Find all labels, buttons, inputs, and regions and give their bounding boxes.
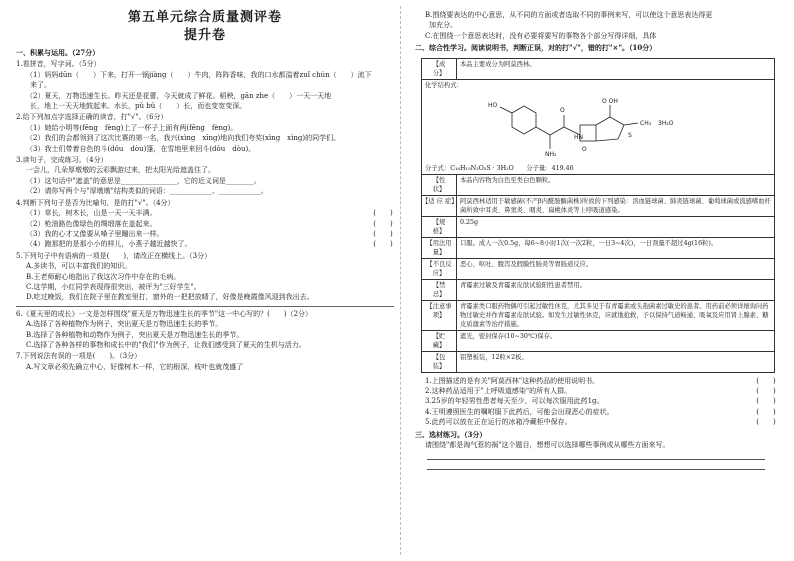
question-line: 长，地上一天天地鼓起来。水长，pǔ bǔ（ ）长，而也变宽变深。: [30, 102, 247, 111]
judge-text: （1）草长，树木长，山是一天一天丰满。: [26, 209, 157, 218]
option: C.这学期，小红同学表现得很突出，被评为"三好学生"。: [26, 282, 201, 291]
leaflet-key: 【适 应 症】: [422, 196, 457, 216]
option: D.吃过晚饭，我们在院子里在教室里打，窗外的一把把放晴了，好像是晚霞像风迎到我出去。: [26, 293, 314, 302]
judge-item: [415, 376, 777, 386]
right-column: [415, 10, 777, 470]
leaflet-row: [422, 280, 774, 301]
leaflet-row: [422, 59, 774, 80]
chemical-structure: [422, 91, 774, 163]
svg-text:S: S: [628, 131, 632, 139]
judge-item: [415, 417, 777, 427]
option: A.多读书，可以丰富我们的知识。: [26, 262, 132, 271]
answer-parentheses[interactable]: ( ): [756, 387, 776, 396]
question-7: [16, 351, 394, 372]
judge-text: 5.此药可以放在正在运行的冰箱冷藏柜中保存。: [425, 418, 572, 427]
column-divider: [400, 6, 401, 555]
leaflet-value: 本品主要成分为阿莫西林。: [460, 60, 536, 68]
question-stem: 3.读句子，完成练习。（4分）: [16, 156, 108, 165]
leaflet-value: 0.25g: [460, 218, 479, 226]
question-line: （1）她给小明等(fēng fèng)上了一杯子上面有两(fēng fèng)。: [26, 123, 238, 132]
question-line: （2）请你写两个与"厚墩墩"结构类似的词语：____________、____________。: [26, 187, 268, 196]
svg-text:HO: HO: [488, 101, 498, 109]
judge-item: [16, 208, 394, 218]
svg-text:O: O: [582, 145, 587, 153]
formula-caption: 化学结构式：: [425, 81, 463, 89]
leaflet-row: [422, 238, 774, 259]
question-stem: 5.下列句子中有语病的一项是( )，请改正在横线上。（3分）: [16, 251, 212, 260]
svg-text:CH₃: CH₃: [640, 119, 652, 127]
leaflet-key: 【包 装】: [422, 352, 457, 372]
question-stem: 1.看拼音，写字词。（5分）: [16, 60, 101, 69]
leaflet-value: 本品内容物为白色至类白色颗粒。: [460, 176, 555, 184]
question-line: （1）这句话中"遮盖"的意思是________________，它的近义词是________。: [26, 176, 261, 185]
leaflet-key: 【禁 忌】: [422, 280, 457, 300]
question-3: [16, 155, 394, 197]
question-line: （2）我们的会都领到了这次比赛的第一名，我兴(xìng xīng)地向我们夸奖(xìng xìng)的同学们。: [26, 134, 341, 143]
leaflet-row: [422, 331, 774, 352]
question-line: （3）我士们带着自色的斗(dǒu dòu)篷，在雪地里来回斗(dǒu dòu)。: [26, 144, 256, 153]
leaflet-key: 【性 状】: [422, 175, 457, 195]
question-line: （2）夏天，万物迅速生长。昨天还是花蕾，今天就成了鲜花。稻秧，gān zhe（ ）一天一天地: [26, 91, 332, 100]
answer-line[interactable]: [427, 450, 765, 460]
judge-item: [415, 396, 777, 406]
judge-item: [415, 407, 777, 417]
judge-text: （4）跑那把的是那小小的样儿，小燕子越近越快了。: [26, 240, 192, 249]
leaflet-row: [422, 175, 774, 196]
leaflet-value: 铝塑板装，12粒×2板。: [460, 353, 528, 361]
option: B.选择了各种植物和动物作为例子，突出夏天是万物迅速生长的季节。: [26, 330, 244, 339]
page-subtitle: 提升卷: [183, 28, 226, 43]
question-line: 来了。: [30, 81, 51, 90]
option: C.在围绕一个意思表达时，没有必要将要写的事物各个部分写得详细，具体: [425, 31, 657, 40]
answer-line[interactable]: [16, 306, 394, 307]
question-stem: 6.《夏天里的成长》一文是怎样围绕"夏天是万物迅速生长的季节"这一中心写的？( )（2分）: [16, 309, 313, 318]
question-6: [16, 309, 394, 351]
leaflet-value: 阿莫西林适用于敏感菌(不产β内酰胺酶菌株)所致的下列感染：溶血链球菌、肺炎链球菌、葡萄球菌或流感嗜血杆菌所致中耳炎、鼻窦炎、咽炎、扁桃体炎等上呼吸道感染。: [460, 197, 771, 214]
judge-item: [16, 229, 394, 239]
question-stem: 7.下列说法有误的一项是( )。（3分）: [16, 352, 142, 361]
answer-parentheses[interactable]: ( ): [756, 418, 776, 427]
judge-text: （3）我的心才又像要从嗓子里蹦出来一样。: [26, 229, 164, 238]
judge-list: [415, 376, 777, 428]
answer-parentheses[interactable]: ( ): [756, 407, 776, 416]
leaflet-structure-row: [422, 80, 774, 175]
question-2: [16, 112, 394, 154]
page-title: 第五单元综合质量测评卷: [127, 10, 282, 25]
svg-text:3H₂O: 3H₂O: [658, 119, 674, 127]
svg-text:NH₂: NH₂: [545, 150, 557, 158]
svg-text:O OH: O OH: [602, 97, 618, 105]
svg-text:O: O: [560, 106, 565, 114]
leaflet-value: 遮光，密封保存(10~30℃)保存。: [460, 332, 557, 340]
judge-text: 2.这种药品适用于"上呼吸道感染"的所有人群。: [425, 387, 572, 396]
answer-parentheses[interactable]: ( ): [373, 240, 393, 249]
answer-parentheses[interactable]: ( ): [756, 376, 776, 385]
left-column: [16, 10, 394, 372]
answer-parentheses[interactable]: ( ): [373, 219, 393, 228]
option: A.选择了各种植物作为例子，突出夏天是万物迅速生长的季节。: [26, 320, 223, 329]
question-line: （1）妈妈dūn（ ）下来，打开一锅jiàng（ ）牛肉，阵阵香味，我的口水都溢着zuǐ chún（ ）流下: [26, 70, 372, 79]
leaflet-row: [422, 196, 774, 217]
svg-text:HN: HN: [574, 133, 583, 141]
option: A.写文章必须先确立中心，好像树木一样，它的根深，枝叶也就茂盛了: [26, 362, 244, 371]
judge-item: [16, 239, 394, 249]
formula-text: 分子式：C₁₆H₁₉N₃O₅S · 3H₂O 分子量：419.46: [425, 164, 574, 172]
amoxicillin-structure-diagram: [482, 93, 702, 163]
leaflet-value: 恶心、呕吐、腹泻及假膜性肠炎等胃肠道反应。: [460, 260, 593, 268]
leaflet-value: 青霉素过敏及青霉素皮肤试验阳性患者禁用。: [460, 281, 586, 289]
question-4: [16, 198, 394, 250]
judge-item: [415, 386, 777, 396]
leaflet-row: [422, 352, 774, 372]
option: B.围绕要表达的中心意思，从不同的方面或者选取不同的事例来写，可以使这个意思表达得更: [425, 11, 713, 19]
writing-prompt: 请围绕"都是淘气惹的祸"这个题目，想想可以选择哪些事例或从哪些方面来写。: [425, 441, 670, 450]
leaflet-key: 【贮 藏】: [422, 331, 457, 351]
medicine-leaflet: [421, 58, 775, 373]
judge-text: （2）枪油路色像绿色的绸缎落在盖起来。: [26, 219, 157, 228]
leaflet-key: 【注意事项】: [422, 301, 457, 330]
leaflet-key: 【用法用量】: [422, 238, 457, 258]
leaflet-row: [422, 301, 774, 331]
judge-text: 4.王明遵照医生的嘱咐服下此药后，可能会出现恶心的症状。: [425, 407, 614, 416]
option: 加充分。: [429, 21, 457, 30]
leaflet-row: [422, 259, 774, 280]
question-line: 一会儿，几朵厚墩墩的云彩飘游过来，把太阳光给遮盖住了。: [26, 166, 215, 175]
judge-text: 3.25岁的年轻男性患者每天至少，可以每次服用此药1g。: [425, 397, 604, 406]
option: C.选择了各种各样的事物和成长中的"我们"作为例子，让我们感受到了夏天的生机与活力。: [26, 340, 306, 349]
leaflet-key: 【不良反应】: [422, 259, 457, 279]
section-heading: 三、选材练习。（3分）: [415, 429, 487, 439]
leaflet-key: 【成 分】: [422, 59, 457, 79]
leaflet-key: 【规 格】: [422, 217, 457, 237]
leaflet-value: 青霉素类口服药物偶可引起过敏性休克，尤其多见于有青霉素或头孢菌素过敏史的患者。用药前必须详细询问药物过敏史并作青霉素皮肤试验。如发生过敏性休克，应就地抢救，予以保持气道畅通、吸氧及应用肾上腺素、糖皮质激素等治疗措施。: [460, 302, 769, 328]
option: B.王老师耐心地指出了我这次习作中存在的毛病。: [26, 272, 181, 281]
leaflet-value: 口服。成人一次0.5g，每6~8小时1次(一次2粒，一日3~4次)，一日剂量不超过4g(16粒)。: [460, 239, 718, 247]
answer-line[interactable]: [427, 460, 765, 470]
question-5: [16, 251, 394, 307]
judge-item: [16, 219, 394, 229]
question-stem: 4.判断下列句子是否为比喻句，是的打"√"。（4分）: [16, 198, 175, 207]
answer-parentheses[interactable]: ( ): [373, 229, 393, 238]
judge-text: 1.上图描述的是有关"阿莫西林"这种药品的使用说明书。: [425, 376, 600, 385]
answer-parentheses[interactable]: ( ): [756, 397, 776, 406]
answer-parentheses[interactable]: ( ): [373, 209, 393, 218]
question-stem: 2.给下列加点字选择正确的读音，打"√"。（6分）: [16, 113, 168, 122]
question-1: [16, 59, 394, 111]
section-heading: 一、积累与运用。（27分）: [16, 48, 100, 57]
section-heading: 二、综合性学习。阅读说明书，判断正误，对的打"√"，错的打"×"。（10分）: [415, 43, 657, 53]
leaflet-row: [422, 217, 774, 238]
